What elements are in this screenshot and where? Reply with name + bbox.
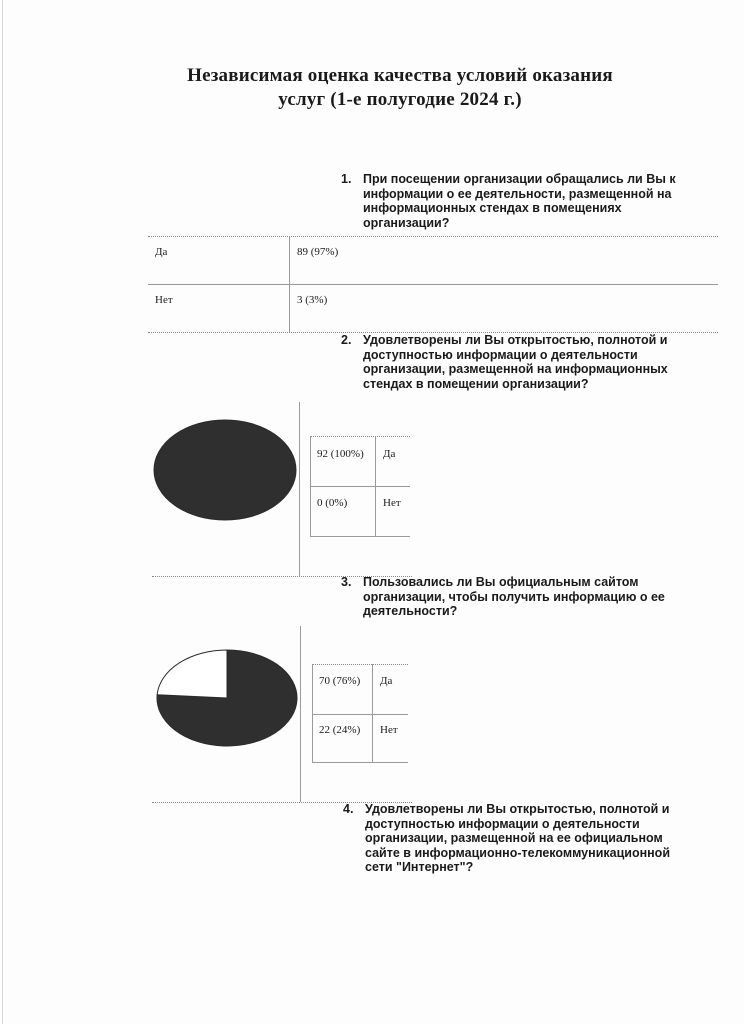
- question-number: 4.: [343, 802, 354, 816]
- legend-label-yes: Да: [383, 448, 396, 460]
- legend-border: [310, 436, 311, 536]
- question-number: 1.: [341, 172, 352, 186]
- question-text: [365, 802, 670, 875]
- question-text: [363, 333, 668, 391]
- question-1: [341, 172, 681, 232]
- legend-value-no: 0 (0%): [317, 497, 348, 509]
- question-number: 3.: [341, 575, 352, 589]
- legend-border: [372, 664, 373, 762]
- pie-chart-q2: [152, 418, 298, 522]
- question-text-line: Удовлетворены ли Вы открытостью, полнотой и: [363, 333, 668, 347]
- question-text-line: сети "Интернет"?: [365, 860, 474, 874]
- legend-value-no: 22 (24%): [319, 724, 361, 736]
- pie-slice-yes: [154, 420, 296, 520]
- question-text-line: информационных стендах в помещениях: [363, 201, 622, 215]
- question-text-line: организации?: [363, 215, 450, 230]
- legend-label-no: Нет: [380, 724, 398, 736]
- table-border: [289, 236, 290, 332]
- pie-chart-q3: [155, 648, 299, 748]
- question-text-line: информации о ее деятельности, размещенной на: [363, 186, 672, 201]
- question-text-line: организации, чтобы получить информацию о ее: [363, 589, 665, 604]
- answer-value-no: 3 (3%): [297, 294, 328, 306]
- legend-label-no: Нет: [383, 497, 401, 509]
- question-3: [341, 575, 681, 621]
- legend-border: [310, 536, 410, 537]
- document-title: [110, 64, 690, 112]
- document-title-line-1: Независимая оценка качества условий оказания: [187, 65, 613, 86]
- legend-border: [310, 436, 410, 437]
- question-text-line: При посещении организации обращались ли Вы к: [363, 172, 676, 186]
- question-text-line: сайте в информационно-телекоммуникационной: [365, 845, 671, 860]
- question-text-line: организации, размещенной на информационных: [363, 362, 668, 376]
- question-4: [343, 802, 683, 878]
- chart-frame-border: [300, 626, 301, 802]
- question-text-line: Пользовались ли Вы официальным сайтом: [363, 575, 639, 589]
- question-2: [341, 333, 681, 393]
- question-text-line: стендах в помещении организации?: [363, 376, 589, 391]
- legend-border: [375, 436, 376, 536]
- legend-value-yes: 92 (100%): [317, 448, 364, 460]
- question-text-line: деятельности?: [363, 604, 458, 618]
- legend-border: [310, 486, 410, 487]
- legend-border: [312, 664, 313, 762]
- table-border: [148, 236, 718, 237]
- legend-border: [312, 762, 408, 763]
- question-text: [363, 172, 676, 230]
- pie-slice-no: [157, 650, 227, 698]
- legend-value-yes: 70 (76%): [319, 675, 361, 687]
- page-edge: [2, 0, 3, 1024]
- table-border: [148, 284, 718, 285]
- question-text-line: доступностью информации о деятельности: [363, 347, 638, 362]
- document-title-line-2: услуг (1-е полугодие 2024 г.): [278, 89, 522, 110]
- question-text-line: доступностью информации о деятельности: [365, 816, 640, 831]
- legend-label-yes: Да: [380, 675, 393, 687]
- legend-border: [312, 714, 408, 715]
- question-number: 2.: [341, 333, 352, 347]
- answer-value-yes: 89 (97%): [297, 246, 339, 258]
- chart-frame-border: [299, 402, 300, 576]
- question-text: [363, 575, 665, 619]
- legend-border: [312, 664, 408, 665]
- question-text-line: организации, размещенной на ее официальном: [365, 831, 663, 845]
- question-text-line: Удовлетворены ли Вы открытостью, полнотой и: [365, 802, 670, 816]
- answer-label-no: Нет: [155, 294, 173, 306]
- answer-label-yes: Да: [155, 246, 168, 258]
